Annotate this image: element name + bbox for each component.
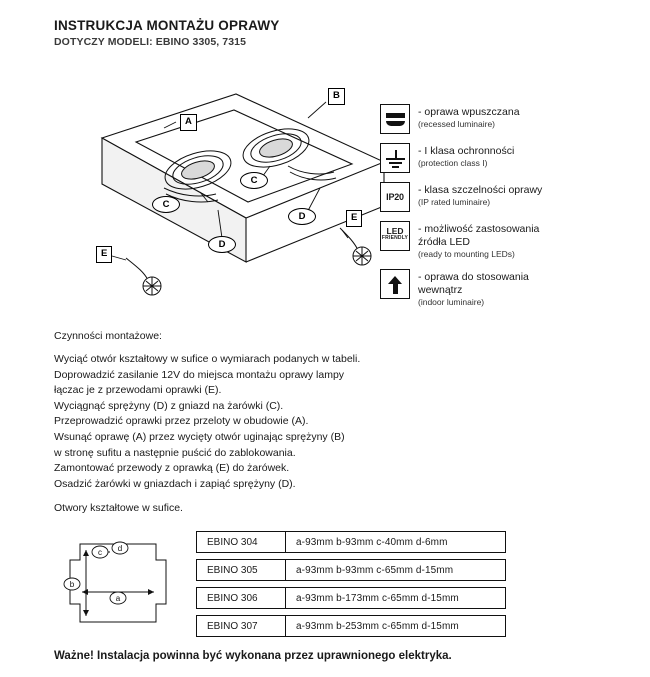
symbol-legend bbox=[380, 104, 642, 317]
legend-sub-ip-rating: (IP rated luminaire) bbox=[418, 197, 491, 208]
instruction-step: w stronę sufitu a następnie puścić do zablokowania. bbox=[54, 446, 296, 459]
cutout-shape-diagram bbox=[58, 530, 178, 636]
instruction-step: Doprowadzić zasilanie 12V do miejsca montażu oprawy lampy bbox=[54, 368, 345, 381]
callout-a: A bbox=[180, 114, 197, 131]
assembly-svg bbox=[40, 70, 400, 310]
table-cell-dims: a-93mm b-253mm c-65mm d-15mm bbox=[286, 615, 506, 637]
led-icon-sublabel: FRIENDLY bbox=[381, 234, 409, 241]
legend-item-protection-class bbox=[380, 143, 642, 173]
table-cell-model: EBINO 307 bbox=[196, 615, 286, 637]
callout-c-left: C bbox=[152, 196, 180, 213]
svg-text:c: c bbox=[98, 548, 102, 557]
page-subtitle: DOTYCZY MODELI: EBINO 3305, 7315 bbox=[54, 36, 247, 48]
instructions-heading: Czynności montażowe: bbox=[54, 330, 162, 342]
cutout-shape-svg bbox=[58, 530, 178, 636]
table-cell-model: EBINO 306 bbox=[196, 587, 286, 609]
callout-c-right: C bbox=[240, 172, 268, 189]
table-cell-dims: a-93mm b-93mm c-65mm d-15mm bbox=[286, 559, 506, 581]
legend-main-protection-class: - I klasa ochronności bbox=[418, 145, 515, 157]
table-cell-model: EBINO 304 bbox=[196, 531, 286, 553]
instruction-step: Wsunąć oprawę (A) przez wycięty otwór uginając sprężyny (B) bbox=[54, 430, 345, 443]
legend-item-led-ready bbox=[380, 221, 642, 260]
instruction-step: Zamontować przewody z oprawką (E) do żarówek. bbox=[54, 462, 290, 475]
legend-main-ip-rating: - klasa szczelności oprawy bbox=[418, 184, 543, 196]
cutout-dimensions-table bbox=[196, 531, 506, 643]
table-cell-dims: a-93mm b-173mm c-65mm d-15mm bbox=[286, 587, 506, 609]
legend-sub-protection-class: (protection class I) bbox=[418, 158, 488, 169]
legend-main-recessed: - oprawa wpuszczana bbox=[418, 106, 520, 118]
legend-text-led-ready bbox=[418, 221, 539, 260]
instructions-steps bbox=[54, 352, 454, 492]
svg-text:b: b bbox=[69, 580, 75, 589]
legend-item-ip-rating bbox=[380, 182, 642, 212]
recessed-luminaire-icon bbox=[380, 104, 410, 134]
table-row bbox=[196, 559, 506, 581]
protection-class-1-icon bbox=[380, 143, 410, 173]
legend-item-recessed bbox=[380, 104, 642, 134]
legend-text-indoor bbox=[418, 269, 529, 308]
instruction-step: łączac je z przewodami oprawki (E). bbox=[54, 384, 222, 397]
footer-warning: Ważne! Instalacja powinna być wykonana przez uprawnionego elektryka. bbox=[54, 650, 452, 662]
legend-main2-indoor: wewnątrz bbox=[418, 284, 463, 296]
svg-text:d: d bbox=[117, 544, 123, 553]
legend-sub-indoor: (indoor luminaire) bbox=[418, 297, 485, 308]
callout-b: B bbox=[328, 88, 345, 105]
instruction-step: Wyciągnąć sprężyny (D) z gniazd na żarówki (C). bbox=[54, 399, 284, 412]
legend-sub-recessed: (recessed luminaire) bbox=[418, 119, 495, 130]
luminaire-assembly-drawing bbox=[40, 70, 400, 310]
legend-text-recessed bbox=[418, 104, 520, 130]
led-friendly-icon bbox=[380, 221, 410, 251]
legend-main-indoor: - oprawa do stosowania bbox=[418, 270, 529, 283]
callout-d-left: D bbox=[208, 236, 236, 253]
table-row bbox=[196, 587, 506, 609]
instruction-step: Wyciąć otwór kształtowy w sufice o wymiarach podanych w tabeli. bbox=[54, 353, 361, 365]
led-icon-label: LED bbox=[386, 226, 404, 236]
instruction-step: Osadzić żarówki w gniazdach i zapiąć sprężyny (D). bbox=[54, 477, 296, 490]
page-title: INSTRUKCJA MONTAŻU OPRAWY bbox=[54, 18, 280, 33]
legend-item-indoor bbox=[380, 269, 642, 308]
ip20-icon-label: IP20 bbox=[386, 192, 404, 202]
callout-e-left: E bbox=[96, 246, 112, 263]
legend-text-ip-rating bbox=[418, 182, 542, 208]
table-row bbox=[196, 531, 506, 553]
callout-d-right: D bbox=[288, 208, 316, 225]
instruction-step: Przeprowadzić oprawki przez przelotу w obudowie (A). bbox=[54, 415, 309, 428]
svg-text:a: a bbox=[115, 594, 121, 603]
table-cell-dims: a-93mm b-93mm c-40mm d-6mm bbox=[286, 531, 506, 553]
cutout-table-heading: Otwory kształtowe w sufice. bbox=[54, 502, 183, 514]
legend-text-protection-class bbox=[418, 143, 514, 169]
ip20-icon bbox=[380, 182, 410, 212]
table-row bbox=[196, 615, 506, 637]
callout-e-right: E bbox=[346, 210, 362, 227]
legend-sub-led-ready: (ready to mounting LEDs) bbox=[418, 249, 515, 260]
table-cell-model: EBINO 305 bbox=[196, 559, 286, 581]
legend-main-led-ready: - możliwość zastosowania bbox=[418, 223, 540, 235]
legend-main2-led-ready: źródła LED bbox=[418, 236, 470, 249]
indoor-use-arrow-icon bbox=[380, 269, 410, 299]
